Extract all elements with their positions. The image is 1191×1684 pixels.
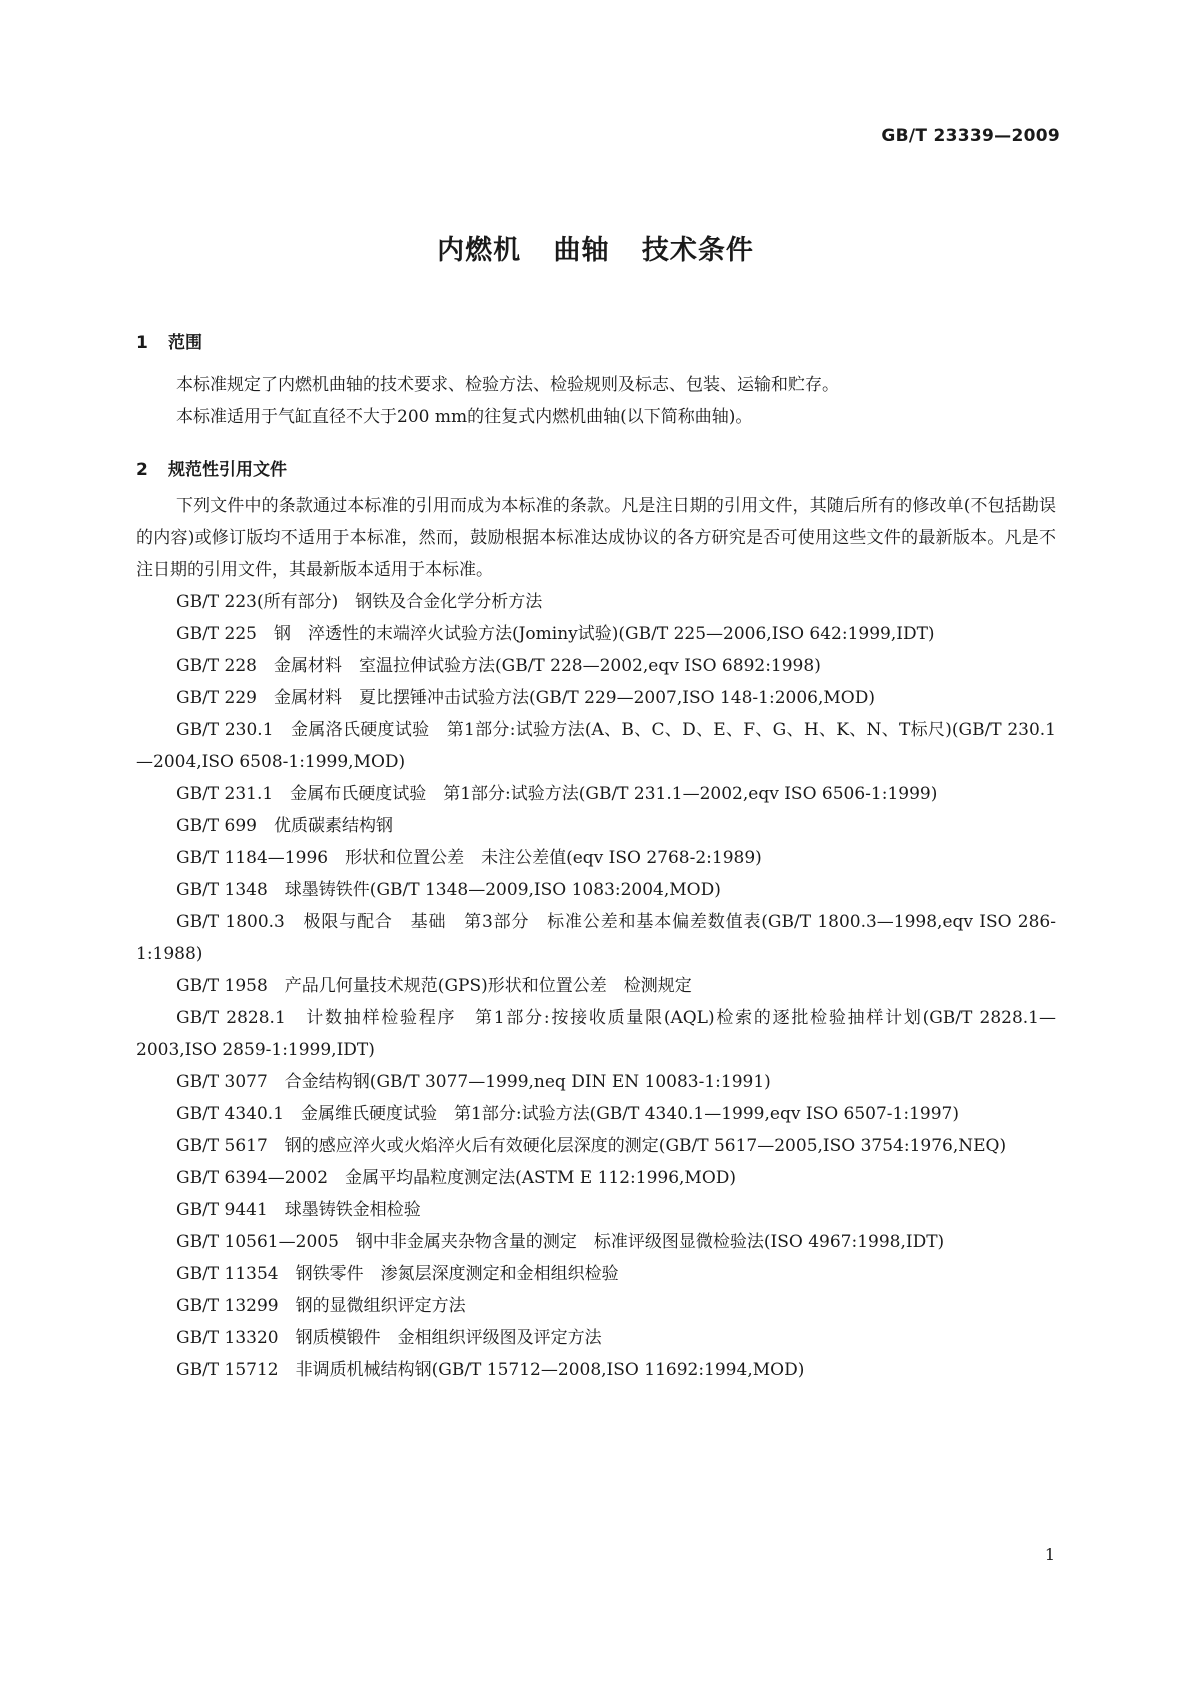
reference-item: GB/T 231.1 金属布氏硬度试验 第1部分:试验方法(GB/T 231.1—2002,eqv ISO 6506-1:1999) xyxy=(176,784,938,804)
section-title: 规范性引用文件 xyxy=(168,460,287,480)
section-number: 2 xyxy=(136,460,148,480)
section-number: 1 xyxy=(136,333,148,353)
reference-item: GB/T 223(所有部分) 钢铁及合金化学分析方法 xyxy=(176,592,543,612)
references-intro: 下列文件中的条款通过本标准的引用而成为本标准的条款。凡是注日期的引用文件，其随后所有的修改单(不包括勘误的内容)或修订版均不适用于本标准，然而，鼓励根据本标准达成协议的各方研究是否可使用这些文件的最新版本。凡是不注日期的引用文件，其最新版本适用于本标准。 xyxy=(136,496,1056,580)
reference-item: GB/T 699 优质碳素结构钢 xyxy=(176,816,393,836)
reference-item: GB/T 13299 钢的显微组织评定方法 xyxy=(176,1296,466,1316)
reference-item: GB/T 11354 钢铁零件 渗氮层深度测定和金相组织检验 xyxy=(176,1264,619,1284)
reference-item: GB/T 1348 球墨铸铁件(GB/T 1348—2009,ISO 1083:2004,MOD) xyxy=(176,880,721,900)
section-1-heading xyxy=(136,328,202,353)
reference-item: GB/T 13320 钢质模锻件 金相组织评级图及评定方法 xyxy=(176,1328,602,1348)
scope-paragraph: 本标准规定了内燃机曲轴的技术要求、检验方法、检验规则及标志、包装、运输和贮存。 xyxy=(176,375,839,395)
reference-item: GB/T 6394—2002 金属平均晶粒度测定法(ASTM E 112:1996,MOD) xyxy=(176,1168,737,1188)
section-title: 范围 xyxy=(168,333,202,353)
page-number: 1 xyxy=(1044,1545,1055,1564)
section-2-heading xyxy=(136,455,287,480)
reference-item: GB/T 230.1 金属洛氏硬度试验 第1部分:试验方法(A、B、C、D、E、F、G、H、K、N、T标尺)(GB/T 230.1—2004,ISO 6508-1:1999,MOD) xyxy=(136,720,1056,772)
section-2-body xyxy=(136,490,1056,1386)
reference-item: GB/T 9441 球墨铸铁金相检验 xyxy=(176,1200,421,1220)
reference-item: GB/T 1958 产品几何量技术规范(GPS)形状和位置公差 检测规定 xyxy=(176,976,692,996)
scope-paragraph: 本标准适用于气缸直径不大于200 mm的往复式内燃机曲轴(以下简称曲轴)。 xyxy=(176,407,753,427)
reference-item: GB/T 4340.1 金属维氏硬度试验 第1部分:试验方法(GB/T 4340.1—1999,eqv ISO 6507-1:1997) xyxy=(176,1104,959,1124)
reference-item: GB/T 1184—1996 形状和位置公差 未注公差值(eqv ISO 2768-2:1989) xyxy=(176,848,762,868)
document-title: 内燃机 曲轴 技术条件 xyxy=(437,235,754,266)
reference-item: GB/T 229 金属材料 夏比摆锤冲击试验方法(GB/T 229—2007,ISO 148-1:2006,MOD) xyxy=(176,688,875,708)
reference-item: GB/T 2828.1 计数抽样检验程序 第1部分:按接收质量限(AQL)检索的逐批检验抽样计划(GB/T 2828.1—2003,ISO 2859-1:1999,IDT) xyxy=(136,1008,1056,1060)
reference-item: GB/T 15712 非调质机械结构钢(GB/T 15712—2008,ISO 11692:1994,MOD) xyxy=(176,1360,805,1380)
reference-item: GB/T 228 金属材料 室温拉伸试验方法(GB/T 228—2002,eqv ISO 6892:1998) xyxy=(176,656,821,676)
standard-code: GB/T 23339—2009 xyxy=(881,126,1060,146)
reference-item: GB/T 5617 钢的感应淬火或火焰淬火后有效硬化层深度的测定(GB/T 5617—2005,ISO 3754:1976,NEQ) xyxy=(176,1136,1007,1156)
reference-item: GB/T 1800.3 极限与配合 基础 第3部分 标准公差和基本偏差数值表(GB/T 1800.3—1998,eqv ISO 286-1:1988) xyxy=(136,912,1056,964)
reference-item: GB/T 225 钢 淬透性的末端淬火试验方法(Jominy试验)(GB/T 225—2006,ISO 642:1999,IDT) xyxy=(176,624,935,644)
reference-item: GB/T 3077 合金结构钢(GB/T 3077—1999,neq DIN EN 10083-1:1991) xyxy=(176,1072,771,1092)
section-1-body xyxy=(136,369,1056,433)
reference-item: GB/T 10561—2005 钢中非金属夹杂物含量的测定 标准评级图显微检验法(ISO 4967:1998,IDT) xyxy=(176,1232,945,1252)
